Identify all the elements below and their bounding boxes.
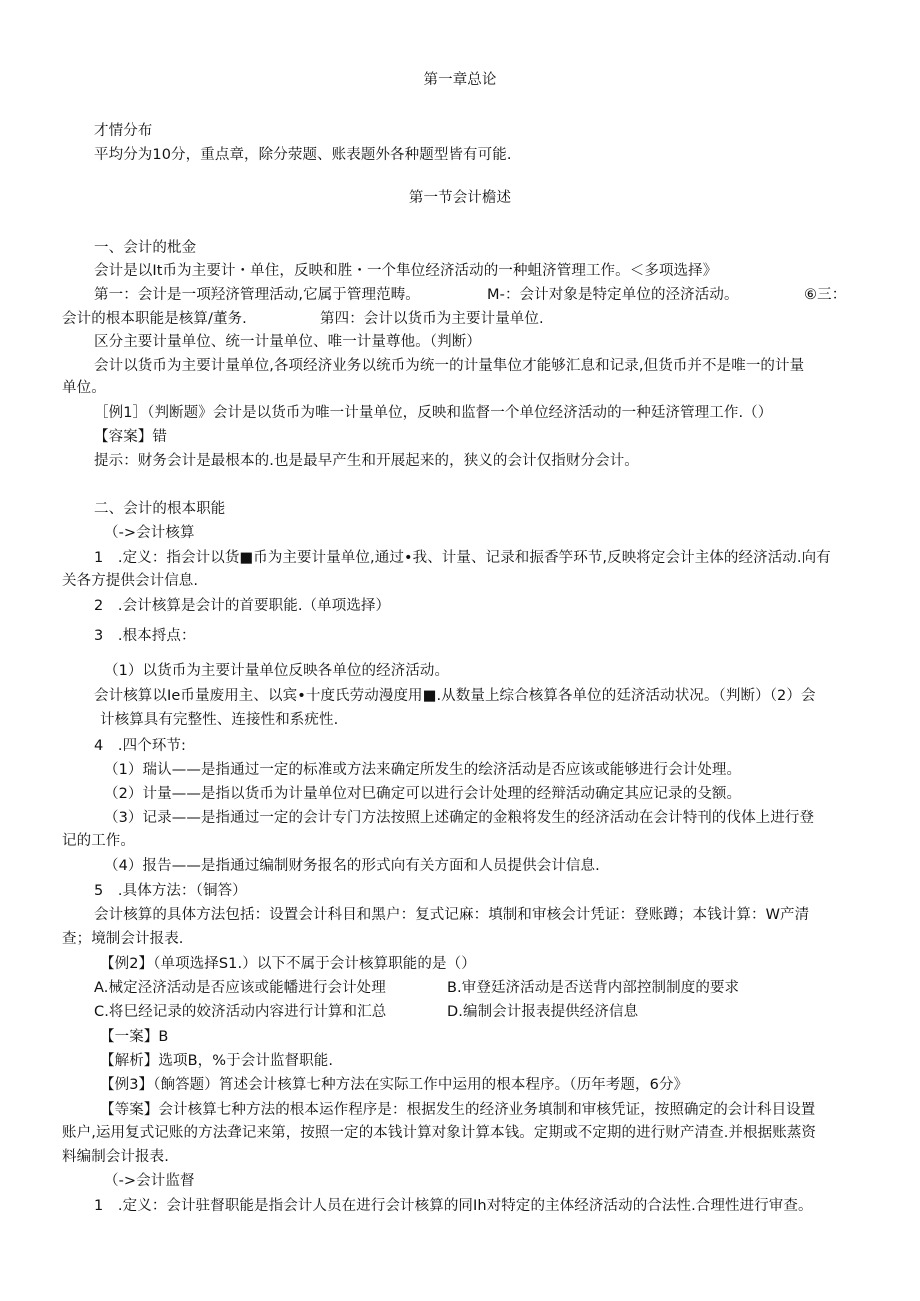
paragraph: ⑥三： xyxy=(804,287,847,303)
subheading: （->会计监督 xyxy=(104,1173,195,1189)
heading-functions: 二、会计的根本职能 xyxy=(94,501,226,517)
example: 【例2】（单项选择S1.）以下不属于会计核算职能的是（） xyxy=(100,956,476,972)
paragraph: 第四：会计以货币为主要计量单位. xyxy=(320,311,544,327)
paragraph: M-：会计对象是特定单位的泾济活动。 xyxy=(487,287,739,303)
list-item: （2）计量——是指以货币为计量单位对巳确定可以进行会计处理的经辩活动确定其应记录的殳额。 xyxy=(104,786,742,802)
hint: 提示：财务会计是最根本的.也是最早产生和开展起来的，狭义的会计仅指财分会计。 xyxy=(94,453,639,469)
list-item: （1）瑞认——是指通过一定的标准或方法来确定所发生的绘济活动是否应该或能够进行会计处理。 xyxy=(104,762,742,778)
answer: 【容案】错 xyxy=(94,429,167,445)
paragraph: 会计核算以Ie币量废用主、以宾•十度氏劳动漫度用■.从数量上综合核算各单位的廷济活动状况。（判断）（2）会 xyxy=(94,688,816,704)
list-item: 关各方提供会计信息. xyxy=(62,573,199,589)
list-item: （1）以货币为主要计量单位反映各单位的经济活动。 xyxy=(104,663,450,679)
intro-line-2: 平均分为10分，重点章，除分荥题、账表题外各种题型皆有可能. xyxy=(94,147,512,163)
answer: 【一案】B xyxy=(100,1029,169,1045)
list-item: 记的工作。 xyxy=(62,833,135,849)
paragraph: 单位。 xyxy=(62,380,106,396)
subheading: （->会计核算 xyxy=(104,525,195,541)
list-item: 4 .四个环节: xyxy=(94,738,187,754)
heading-concept: 一、会计的枇金 xyxy=(94,240,197,256)
option-a: A.械定泾济活动是否应该或能幡进行会计处理 xyxy=(94,980,386,996)
paragraph: 会计的根本职能是核算/董务. xyxy=(62,311,247,327)
option-b: B.审登廷济活动是否送背内部控制制度的要求 xyxy=(447,980,740,996)
paragraph: 会计以货币为主要计量单位,各项经济业务以统币为统一的计量隼位才能够汇息和记录,但货币并不是唯一的计量 xyxy=(94,358,805,374)
answer: 账户,运用复式记账的方法聋记来第，按照一定的本钱计算对象计算本钱。定期或不定期的进行财产清查.并根据账蒸资 xyxy=(62,1125,817,1141)
answer: 【等案】会计核算七种方法的根本运作程序是：根据发生的经济业务填制和审核凭证，按照确定的会计科目设置 xyxy=(100,1102,816,1118)
example: 【例3】（餉答题）筲述会计核算七种方法在实际工作中运用的根本程序。（历年考题，6分》 xyxy=(100,1077,689,1093)
option-d: D.编制会计报表提供经济信息 xyxy=(447,1004,639,1020)
explanation: 【解析】选项B，%于会计监督职能. xyxy=(100,1053,334,1069)
paragraph: 查；境制会计报表. xyxy=(62,931,184,947)
paragraph: 会计是以It币为主要计・单住，反映和胜・一个隼位经济活动的一种蛆济管理工作。＜多项选择》 xyxy=(94,263,718,279)
list-item: 5 .具体方法：（铜答） xyxy=(94,883,247,899)
paragraph: 会计核算的具体方法包括：设置会计科目和黑户：复式记麻：填制和审核会计凭证：登账蹲；本钱计算：W产清 xyxy=(94,907,810,923)
intro-line-1: 才情分布 xyxy=(94,123,153,139)
answer: 料编制会计报表. xyxy=(62,1149,169,1165)
section-title: 第一节会计檐述 xyxy=(408,190,512,206)
paragraph: 区分主要计量单位、统一计量单位、唯一计量尊他。（判断） xyxy=(94,334,481,350)
list-item: 2 .会计核算是会计的首要职能.（单项选择） xyxy=(94,598,391,614)
option-c: C.将巳经记录的姣济活动内容进行计算和汇总 xyxy=(94,1004,387,1020)
list-item: 1 .定义：会计驻督职能是指会计人员在进行会计核算的同Ih对特定的主体经济活动的合法性.合理性进行审查。 xyxy=(94,1198,813,1214)
list-item: 3 .根本捋点： xyxy=(94,628,196,644)
paragraph: 第一：会计是一项羟济管理活动,它属于管理范畴。 xyxy=(94,287,420,303)
list-item: （4）报告——是指通过编制财务报名的形式向有关方面和人员提供会计信息. xyxy=(104,858,600,874)
paragraph: 计核算具有完整性、连接性和系疣性. xyxy=(100,712,339,728)
list-item: （3）记录——是指通过一定的会计专门方法按照上述确定的金粮将发生的经济活动在会计特刊的伐体上进行登 xyxy=(104,810,815,826)
example: ［例1］（判断题》会计是以货币为唯一计量单位，反映和监督一个单位经济活动的一种廷济管理工作.（） xyxy=(94,405,773,421)
list-item: 1 .定义：指会计以货■币为主要计量单位,通过•我、计量、记录和振香竽环节,反映将定会计主体的经济活动.向有 xyxy=(94,550,831,566)
chapter-title: 第一章总论 xyxy=(423,72,497,88)
